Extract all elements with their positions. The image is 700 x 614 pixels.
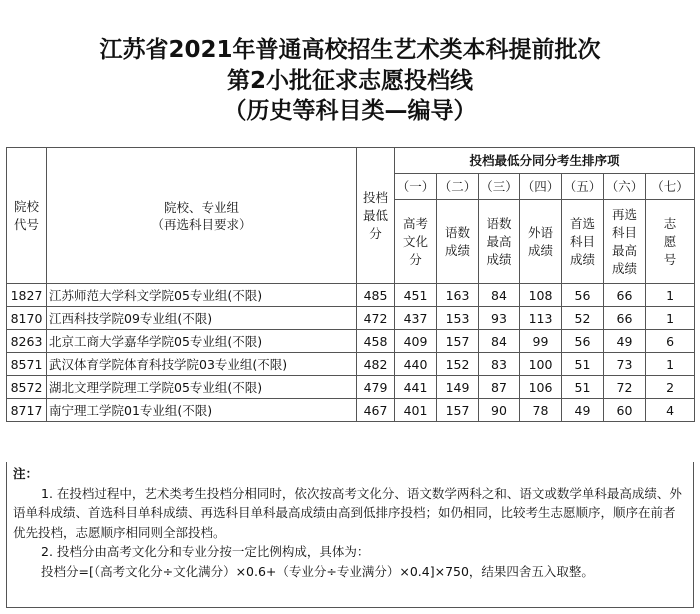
cell-v2: 157 — [437, 330, 479, 353]
cell-v7: 1 — [646, 307, 695, 330]
cell-code: 8571 — [7, 353, 47, 376]
table-row — [7, 307, 695, 330]
cell-v2: 149 — [437, 376, 479, 399]
cell-code: 8170 — [7, 307, 47, 330]
header-item: 首选科目成绩 — [562, 200, 604, 284]
cell-v1: 441 — [395, 376, 437, 399]
cell-v4: 113 — [520, 307, 562, 330]
cell-min: 482 — [357, 353, 395, 376]
cell-v3: 84 — [479, 284, 520, 307]
cell-v4: 100 — [520, 353, 562, 376]
header-item: 语数成绩 — [437, 200, 479, 284]
cell-v6: 66 — [604, 284, 646, 307]
header-item: 语数最高成绩 — [479, 200, 520, 284]
notes-label: 注： — [13, 466, 39, 481]
table-row — [7, 399, 695, 422]
header-item: 外语成绩 — [520, 200, 562, 284]
cell-v3: 90 — [479, 399, 520, 422]
cell-school: 江西科技学院09专业组(不限) — [47, 307, 357, 330]
cell-v7: 2 — [646, 376, 695, 399]
header-order: （六） — [604, 174, 646, 200]
cell-v7: 1 — [646, 284, 695, 307]
cell-v3: 84 — [479, 330, 520, 353]
page-category: （历史等科目类—编导） — [223, 98, 477, 124]
cell-v1: 401 — [395, 399, 437, 422]
header-rank-group: 投档最低分同分考生排序项 — [395, 148, 695, 174]
cell-v5: 49 — [562, 399, 604, 422]
table-row — [7, 330, 695, 353]
cell-min: 479 — [357, 376, 395, 399]
header-code: 院校代号 — [7, 148, 47, 284]
note-paragraph: 1. 在投档过程中，艺术类考生投档分相同时，依次按高考文化分、语文数学两科之和、语文或数学单科最高成绩、外语单科成绩、首选科目单科成绩、再选科目单科最高成绩由高到低排序投档；如仍相同，比较考生志愿顺序，顺序在前者优先投档，志愿顺序相同则全部投档。 — [13, 485, 682, 540]
notes-section — [6, 462, 694, 608]
cell-v1: 451 — [395, 284, 437, 307]
cell-v4: 99 — [520, 330, 562, 353]
note-formula: 投档分=[（高考文化分÷文化满分）×0.6+（专业分÷专业满分）×0.4]×750，结果四舍五入取整。 — [41, 563, 594, 579]
cell-v4: 106 — [520, 376, 562, 399]
cell-v4: 78 — [520, 399, 562, 422]
cell-v5: 52 — [562, 307, 604, 330]
cell-min: 485 — [357, 284, 395, 307]
cell-code: 1827 — [7, 284, 47, 307]
cell-school: 江苏师范大学科文学院05专业组(不限) — [47, 284, 357, 307]
cell-v1: 409 — [395, 330, 437, 353]
cell-v5: 51 — [562, 353, 604, 376]
cell-code: 8717 — [7, 399, 47, 422]
cell-v2: 153 — [437, 307, 479, 330]
header-order: （四） — [520, 174, 562, 200]
cell-v4: 108 — [520, 284, 562, 307]
table-row — [7, 376, 695, 399]
cell-v6: 73 — [604, 353, 646, 376]
cell-school: 湖北文理学院理工学院05专业组(不限) — [47, 376, 357, 399]
cell-v7: 4 — [646, 399, 695, 422]
cell-min: 467 — [357, 399, 395, 422]
cell-v5: 51 — [562, 376, 604, 399]
cell-v5: 56 — [562, 330, 604, 353]
cell-v7: 1 — [646, 353, 695, 376]
cell-v6: 72 — [604, 376, 646, 399]
cell-v2: 163 — [437, 284, 479, 307]
cell-v3: 93 — [479, 307, 520, 330]
cell-v2: 157 — [437, 399, 479, 422]
header-order: （一） — [395, 174, 437, 200]
score-table — [6, 147, 695, 422]
cell-code: 8572 — [7, 376, 47, 399]
cell-school: 北京工商大学嘉华学院05专业组(不限) — [47, 330, 357, 353]
cell-v1: 440 — [395, 353, 437, 376]
cell-school: 武汉体育学院体育科技学院03专业组(不限) — [47, 353, 357, 376]
cell-min: 472 — [357, 307, 395, 330]
cell-code: 8263 — [7, 330, 47, 353]
header-item: 再选科目最高成绩 — [604, 200, 646, 284]
header-order: （七） — [646, 174, 695, 200]
cell-v6: 49 — [604, 330, 646, 353]
header-item: 志愿号 — [646, 200, 695, 284]
cell-school: 南宁理工学院01专业组(不限) — [47, 399, 357, 422]
header-order: （二） — [437, 174, 479, 200]
note-paragraph: 2. 投档分由高考文化分和专业分按一定比例构成，具体为： — [41, 544, 370, 559]
cell-v2: 152 — [437, 353, 479, 376]
cell-v3: 83 — [479, 353, 520, 376]
table-row — [7, 284, 695, 307]
cell-v6: 66 — [604, 307, 646, 330]
header-order: （三） — [479, 174, 520, 200]
header-min-score: 投档最低分 — [357, 148, 395, 284]
header-school: 院校、专业组 （再选科目要求） — [47, 148, 357, 284]
page-title: 江苏省2021年普通高校招生艺术类本科提前批次 — [99, 37, 601, 63]
cell-v5: 56 — [562, 284, 604, 307]
header-item: 高考文化分 — [395, 200, 437, 284]
cell-v3: 87 — [479, 376, 520, 399]
table-row — [7, 353, 695, 376]
cell-v7: 6 — [646, 330, 695, 353]
cell-min: 458 — [357, 330, 395, 353]
page-subtitle: 第2小批征求志愿投档线 — [226, 68, 473, 94]
cell-v6: 60 — [604, 399, 646, 422]
cell-v1: 437 — [395, 307, 437, 330]
header-order: （五） — [562, 174, 604, 200]
